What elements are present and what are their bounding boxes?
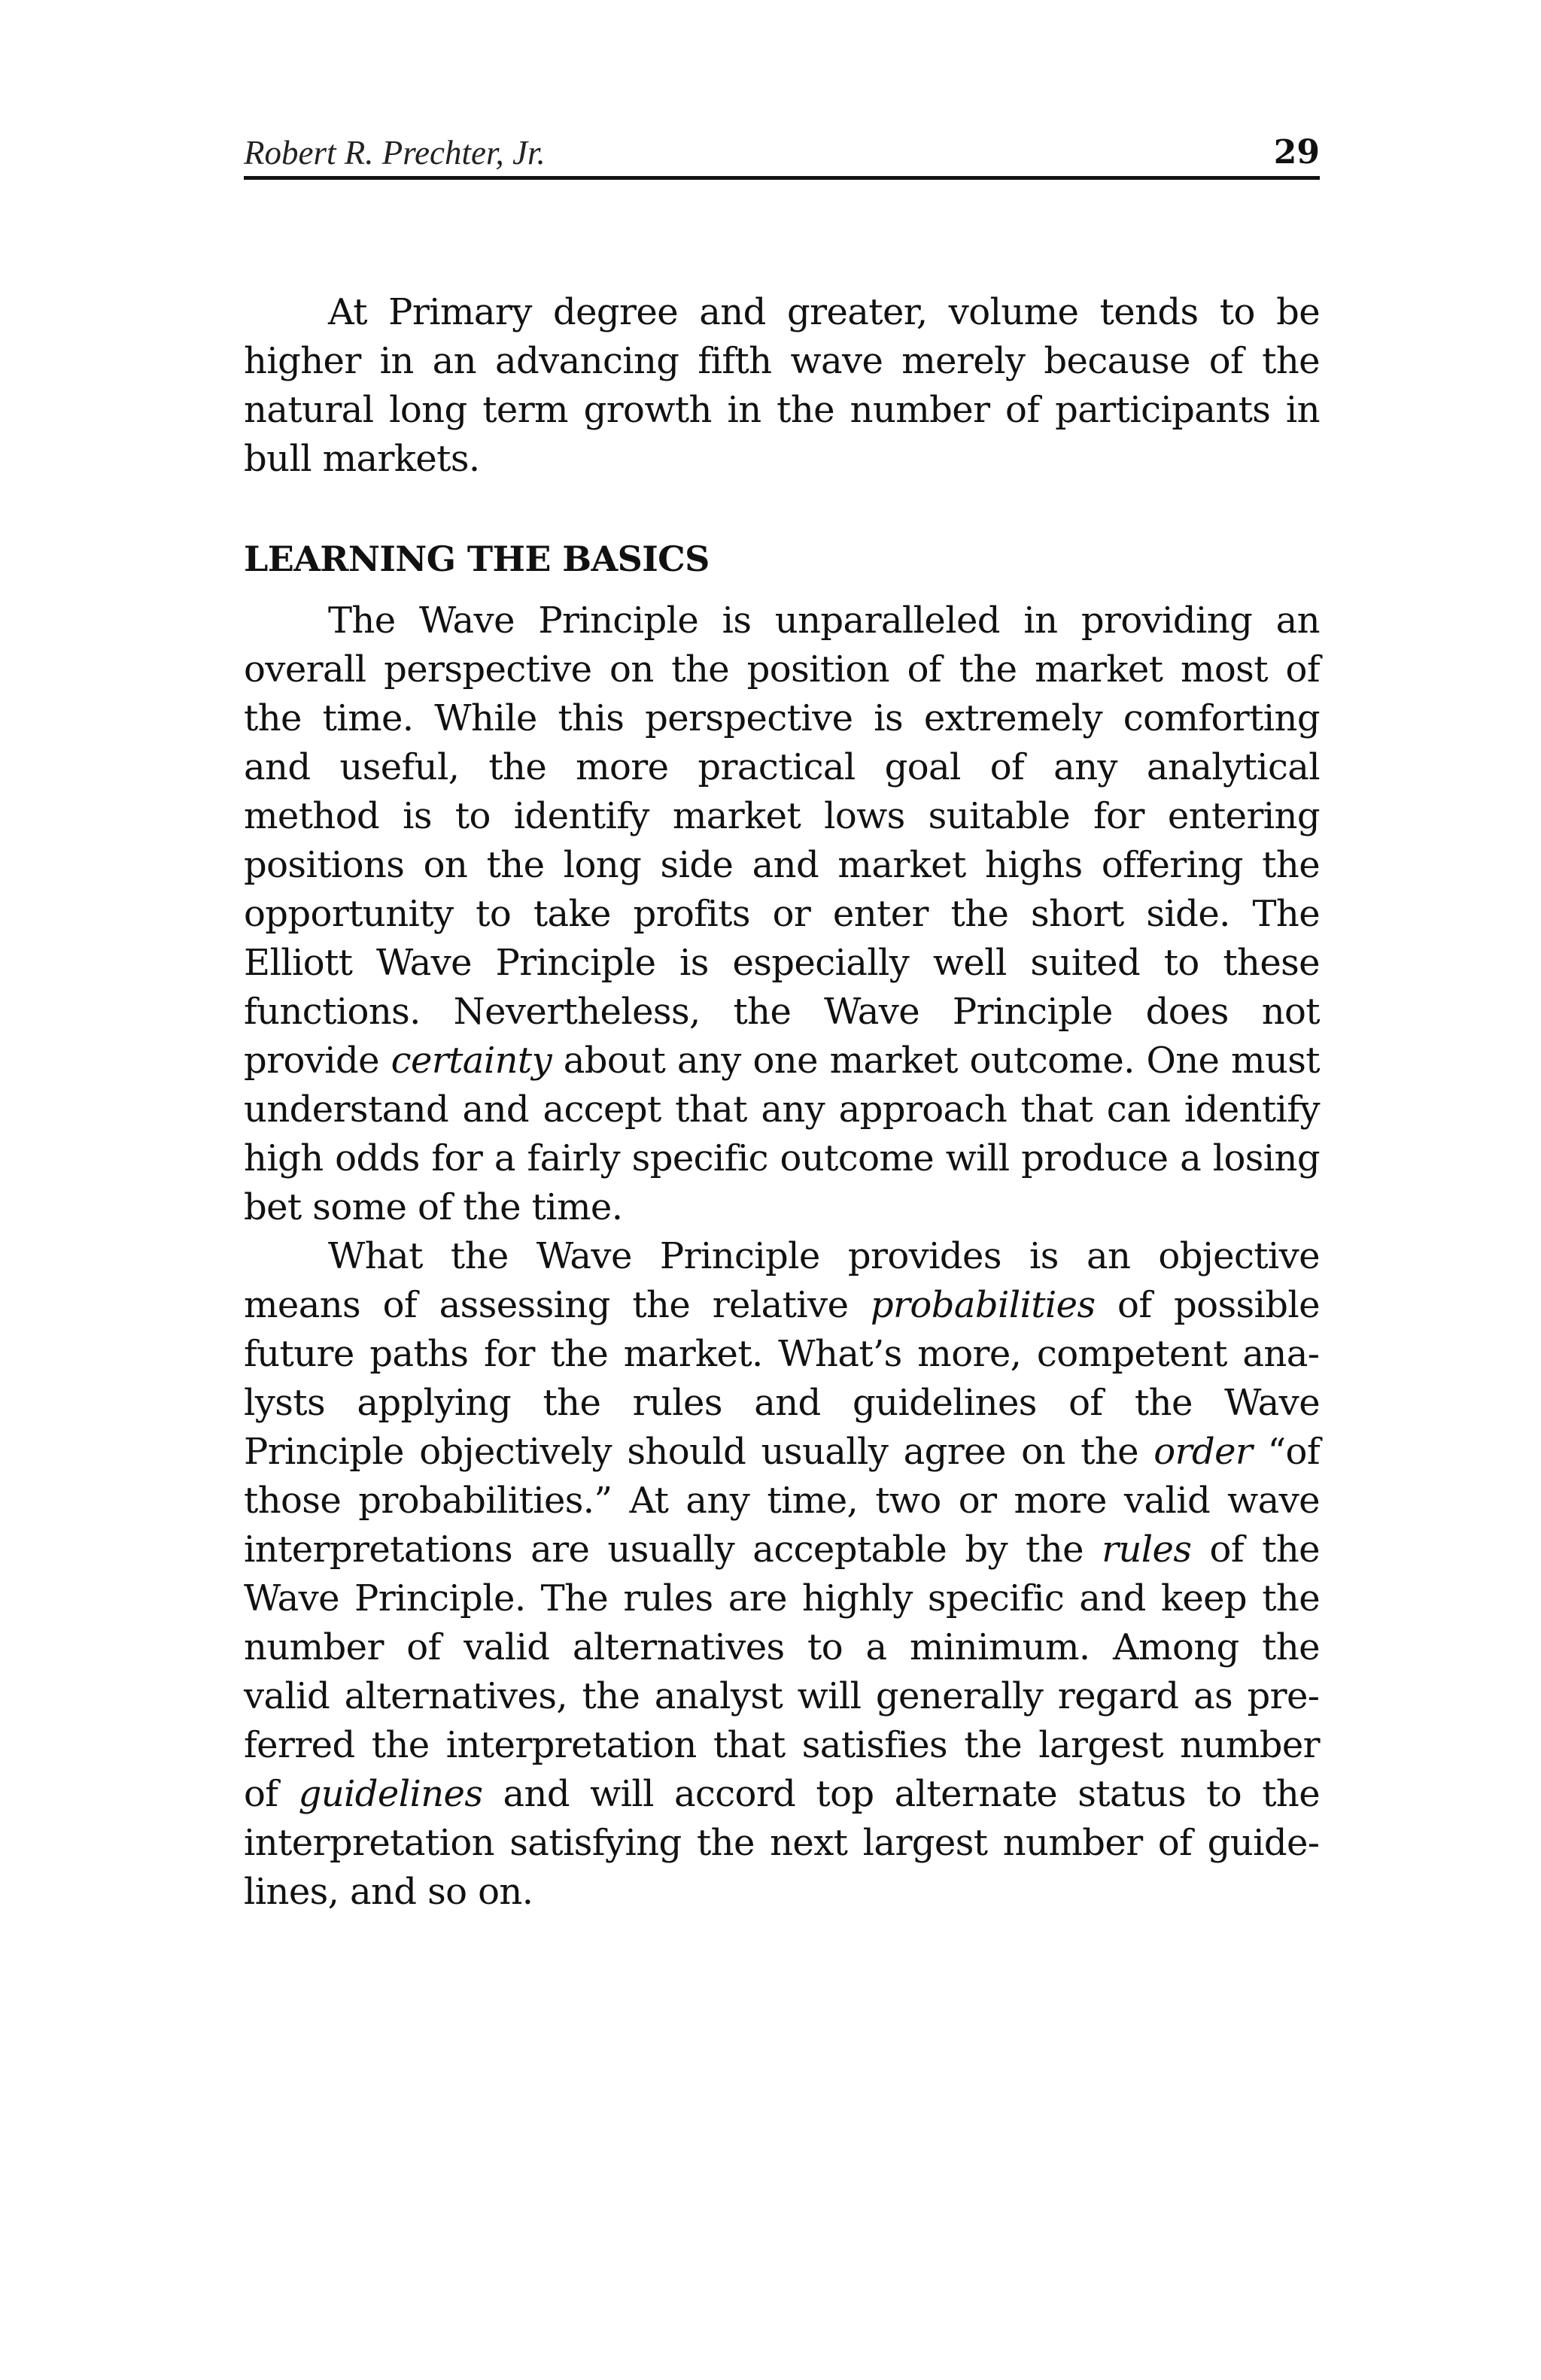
- running-head-author: Robert R. Prechter, Jr.: [244, 134, 546, 172]
- running-header: [244, 128, 1320, 175]
- emphasis-certainty: certainty: [391, 1040, 552, 1082]
- section-heading: LEARNING THE BASICS: [244, 539, 710, 579]
- body-text: [244, 288, 1320, 1917]
- paragraph-probabilities-text-1: What the Wave Principle provides is an objective means of assessing the relative: [244, 1235, 1320, 1326]
- emphasis-guidelines: guidelines: [298, 1773, 483, 1815]
- paragraph-basics-text-2: about any one market outcome. One must understand and accept that any approach that can identify high odds for a fairly specific outcome will produce a losing bet some of the time.: [244, 1040, 1320, 1228]
- header-rule: [244, 176, 1320, 180]
- emphasis-probabilities: probabilities: [870, 1284, 1096, 1326]
- paragraph-basics-text-1: The Wave Principle is unparalleled in providing an overall perspective on the position of the market most of the time. While this perspective is extremely comforting and useful, the more practical goal of any analytical method is to identify market lows suitable for entering positions on the long side and market highs offering the opportunity to take profits or enter the short side. The Elliott Wave Principle is especially well suited to these functions. Nevertheless, the Wave Principle does not provide: [244, 600, 1320, 1082]
- emphasis-order: order: [1153, 1431, 1253, 1473]
- paragraph-probabilities-text-3: “of those probabilities.” At any time, two or more valid wave interpretations are usually acceptable by the: [244, 1431, 1321, 1571]
- emphasis-rules: rules: [1102, 1528, 1192, 1571]
- page-number: 29: [1273, 133, 1320, 172]
- book-page: [244, 128, 1320, 1917]
- paragraph-probabilities: [244, 1232, 1320, 1917]
- paragraph-probabilities-text-5: and will accord top alternate status to the interpretation satisfying the next largest number of guidelines, and so on.: [244, 1773, 1321, 1913]
- paragraph-volume: At Primary degree and greater, volume tends to be higher in an advancing fifth wave merely because of the natural long term growth in the number of participants in bull markets.: [244, 291, 1320, 480]
- paragraph-probabilities-text-2: of possible future paths for the market. What’s more, competent analysts applying the rules and guidelines of the Wave Principle objectively should usually agree on the: [244, 1284, 1320, 1473]
- paragraph-basics: [244, 597, 1320, 1232]
- paragraph-probabilities-text-4: of the Wave Principle. The rules are highly specific and keep the number of valid alternatives to a minimum. Among the valid alternatives, the analyst will generally regard as preferred the interpretation that satisfies the largest number of: [244, 1528, 1320, 1815]
